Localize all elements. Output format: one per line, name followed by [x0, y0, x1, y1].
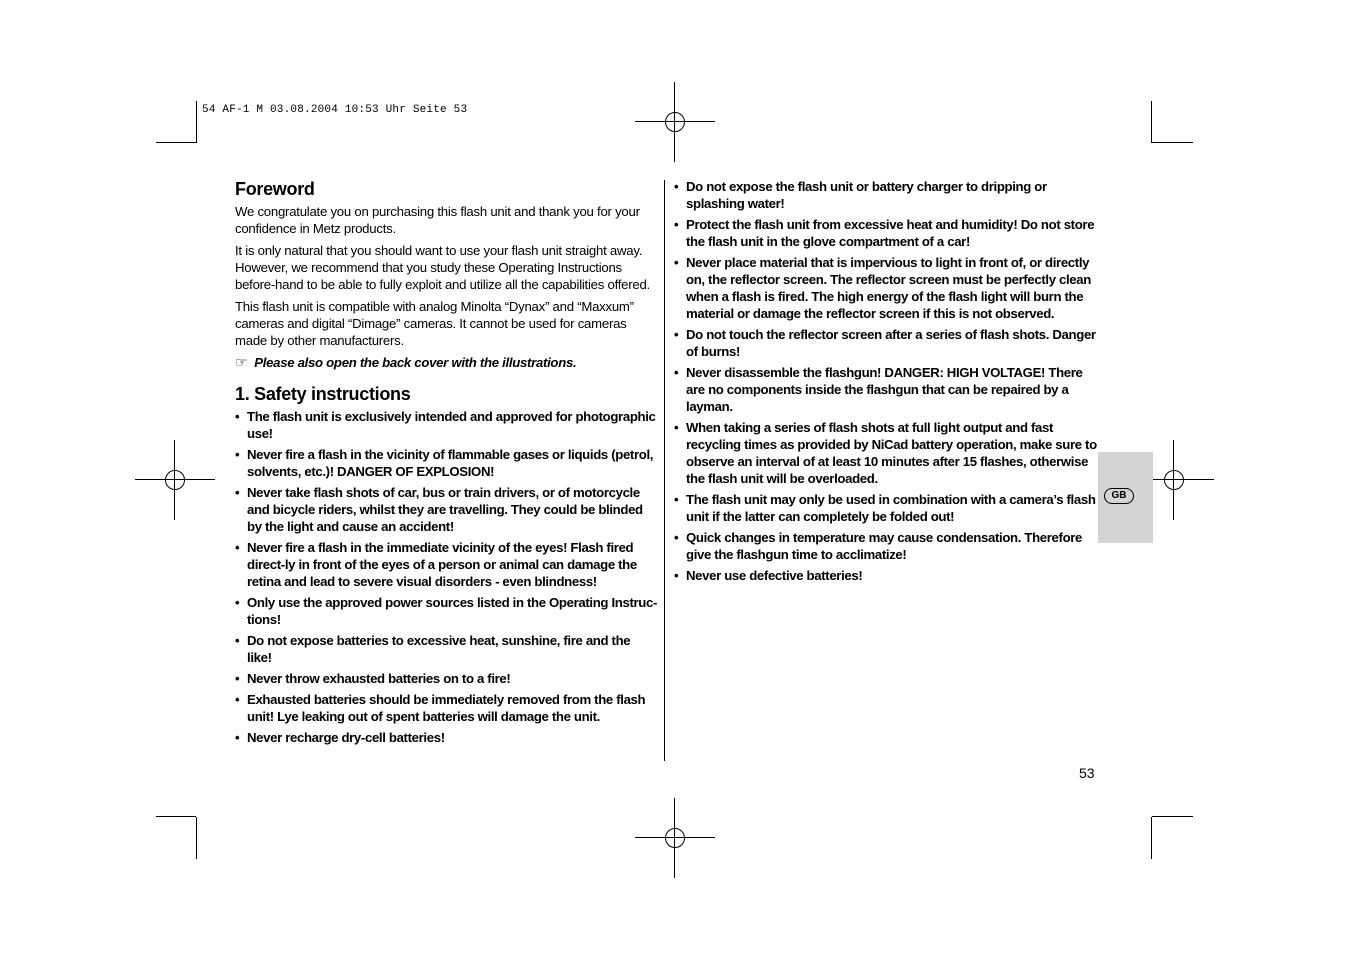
column-divider [664, 180, 665, 761]
bullet-icon: • [674, 365, 679, 380]
bullet-icon: • [235, 633, 240, 648]
crop-mark-bottom-right-v [1151, 817, 1152, 859]
back-cover-note-text: Please also open the back cover with the illustrations. [254, 355, 577, 370]
safety-list-right [674, 178, 1098, 584]
bullet-icon: • [235, 595, 240, 610]
safety-item: • Do not expose batteries to excessive heat, sunshine, fire and the like! [235, 633, 631, 665]
safety-item: • Do not touch the reflector screen after a series of flash shots. Danger of burns! [674, 327, 1096, 359]
foreword-paragraph: It is only natural that you should want to use your flash unit straight away. However, we recommend that you study these Operating Instructions before-hand to be able to fully exploit and utilize all the capabilities offered. [235, 243, 650, 292]
page-number: 53 [1079, 765, 1095, 781]
safety-list-left [235, 408, 657, 746]
crop-mark-top-left-h [156, 142, 196, 143]
bullet-icon: • [674, 179, 679, 194]
foreword-heading: Foreword [235, 179, 315, 199]
registration-mark-top [655, 102, 695, 142]
safety-item: • The flash unit is exclusively intended and approved for photographic use! [235, 409, 656, 441]
bullet-icon: • [674, 530, 679, 545]
bullet-icon: • [235, 671, 240, 686]
crop-mark-bottom-left-v [196, 817, 197, 859]
safety-item: • Never take flash shots of car, bus or train drivers, or of motorcycle and bicycle riders, whilst they are travelling. They could be blinded by the light and cause an accident! [235, 485, 643, 534]
bullet-icon: • [674, 327, 679, 342]
registration-mark-bottom [655, 818, 695, 858]
registration-mark-left [155, 460, 195, 500]
print-header: 54 AF-1 M 03.08.2004 10:53 Uhr Seite 53 [202, 104, 468, 116]
safety-item: • Do not expose the flash unit or battery charger to dripping or splashing water! [674, 179, 1047, 211]
left-column [235, 178, 657, 750]
bullet-icon: • [235, 730, 240, 745]
foreword-paragraph: This flash unit is compatible with analog Minolta “Dynax” and “Maxxum” cameras and digital “Dimage” cameras. It cannot be used for cameras made by other manufacturers. [235, 299, 634, 348]
safety-heading: 1. Safety instructions [235, 384, 411, 404]
crop-mark-top-right-h [1152, 142, 1193, 143]
bullet-icon: • [674, 492, 679, 507]
pointing-hand-icon: ☞ [235, 354, 248, 370]
bullet-icon: • [235, 692, 240, 707]
registration-mark-right [1154, 460, 1194, 500]
bullet-icon: • [235, 540, 240, 555]
safety-item: • Never recharge dry-cell batteries! [235, 730, 445, 745]
safety-item: • When taking a series of flash shots at full light output and fast recycling times as provided by NiCad battery operation, make sure to observe an interval of at least 10 minutes after 15 flashes, otherwise the flash unit will be overloaded. [674, 420, 1097, 486]
bullet-icon: • [674, 217, 679, 232]
safety-item: • Never place material that is impervious to light in front of, or directly on, the reflector screen. The reflector screen must be perfectly clean when a flash is fired. The high energy of the flash light will burn the material or damage the reflector screen if this is not observed. [674, 255, 1091, 321]
safety-item: • The flash unit may only be used in combination with a camera’s flash unit if the latter can completely be folded out! [674, 492, 1096, 524]
crop-mark-bottom-right-h [1152, 816, 1193, 817]
bullet-icon: • [235, 409, 240, 424]
safety-item: • Quick changes in temperature may cause condensation. Therefore give the flashgun time to acclimatize! [674, 530, 1083, 562]
foreword-paragraph: We congratulate you on purchasing this flash unit and thank you for your confidence in Metz products. [235, 204, 640, 236]
safety-item: • Protect the flash unit from excessive heat and humidity! Do not store the flash unit in the glove compartment of a car! [674, 217, 1095, 249]
safety-item: • Never fire a flash in the immediate vicinity of the eyes! Flash fired direct-ly in front of the eyes of a person or animal can damage the retina and lead to severe visual disorders - even blindness! [235, 540, 637, 589]
language-badge: GB [1104, 488, 1134, 504]
crop-mark-top-right-v [1151, 101, 1152, 143]
crop-mark-top-left-v [196, 101, 197, 143]
right-column [674, 178, 1098, 588]
safety-item: • Exhausted batteries should be immediately removed from the flash unit! Lye leaking out of spent batteries will damage the unit. [235, 692, 646, 724]
safety-item: • Never use defective batteries! [674, 568, 863, 583]
bullet-icon: • [235, 447, 240, 462]
bullet-icon: • [674, 568, 679, 583]
back-cover-note [235, 354, 657, 371]
safety-item: • Never disassemble the flashgun! DANGER: HIGH VOLTAGE! There are no components inside the flashgun that can be repaired by a layman. [674, 365, 1083, 414]
bullet-icon: • [674, 255, 679, 270]
language-tab [1098, 452, 1153, 543]
safety-item: • Never fire a flash in the vicinity of flammable gases or liquids (petrol, solvents, etc.)! DANGER OF EXPLOSION! [235, 447, 654, 479]
safety-item: • Only use the approved power sources listed in the Operating Instruc-tions! [235, 595, 658, 627]
crop-mark-bottom-left-h [156, 816, 196, 817]
bullet-icon: • [235, 485, 240, 500]
bullet-icon: • [674, 420, 679, 435]
safety-item: • Never throw exhausted batteries on to a fire! [235, 671, 511, 686]
